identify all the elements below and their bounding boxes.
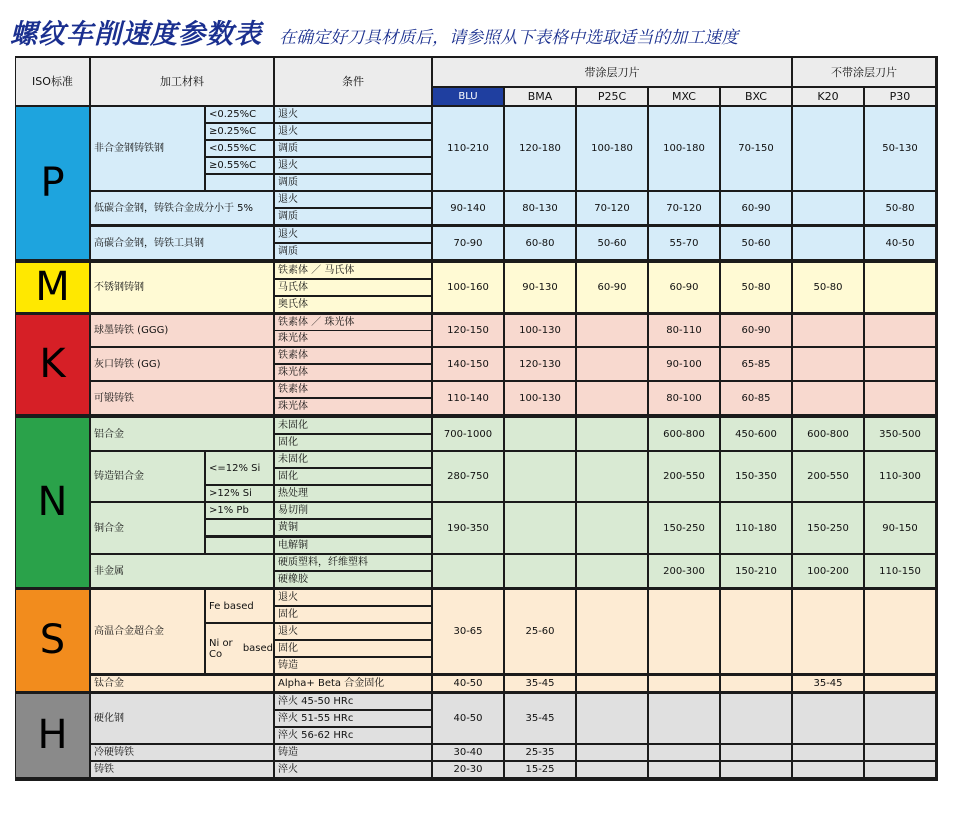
material-6: 可锻铸铁 <box>91 382 273 414</box>
condition-cell: 固化 <box>275 435 431 450</box>
condition-cell: 退火 <box>275 590 431 605</box>
material-9: 铜合金 <box>91 503 204 553</box>
speed-cell <box>865 348 935 380</box>
condition-cell: 固化 <box>275 641 431 656</box>
speed-cell <box>793 315 863 346</box>
speed-cell: 100-130 <box>505 382 575 414</box>
speed-cell: 40-50 <box>865 227 935 259</box>
header-grade-p30: P30 <box>865 88 935 105</box>
speed-cell: 25-35 <box>505 745 575 760</box>
speed-cell: 35-45 <box>505 676 575 691</box>
speed-cell: 70-150 <box>721 107 791 190</box>
material-12: 钛合金 <box>91 676 273 691</box>
speed-cell: 200-550 <box>649 452 719 501</box>
material-2: 高碳合金钢，铸铁 工具钢 <box>91 227 273 259</box>
speed-cell: 50-80 <box>793 263 863 312</box>
speed-cell: 60-90 <box>649 263 719 312</box>
header-material: 加工材料 <box>91 58 273 105</box>
speed-cell <box>577 590 647 673</box>
header-condition: 条件 <box>275 58 431 105</box>
condition-cell: 铁素体 ／ 珠光体 <box>275 315 431 330</box>
speed-cell: 60-90 <box>721 315 791 346</box>
speed-cell <box>649 694 719 743</box>
speed-cell <box>577 418 647 450</box>
speed-cell <box>865 263 935 312</box>
speed-cell: 80-100 <box>649 382 719 414</box>
material-13: 硬化钢 <box>91 694 273 743</box>
speed-cell: 120-130 <box>505 348 575 380</box>
speed-cell: 90-150 <box>865 503 935 553</box>
speed-cell: 140-150 <box>433 348 503 380</box>
speed-cell <box>721 676 791 691</box>
condition-cell: 调质 <box>275 209 431 224</box>
header-grade-k20: K20 <box>793 88 863 105</box>
material-5: 灰口铸铁 (GG) <box>91 348 273 380</box>
speed-cell: 110-180 <box>721 503 791 553</box>
speed-cell <box>721 694 791 743</box>
speed-cell <box>577 676 647 691</box>
speed-cell: 350-500 <box>865 418 935 450</box>
condition-cell: 固化 <box>275 469 431 484</box>
speed-cell: 35-45 <box>793 676 863 691</box>
header-coated: 带涂层刀片 <box>433 58 791 86</box>
condition-cell: 未固化 <box>275 452 431 467</box>
speed-cell: 35-45 <box>505 694 575 743</box>
speed-cell <box>793 382 863 414</box>
speed-cell <box>577 745 647 760</box>
speed-cell: 190-350 <box>433 503 503 553</box>
condition-cell: 固化 <box>275 607 431 622</box>
sub-material: ≥0.25%C <box>206 124 273 139</box>
speed-cell: 100-130 <box>505 315 575 346</box>
condition-cell: 淬火 51-55 HRc <box>275 711 431 726</box>
speed-cell <box>793 348 863 380</box>
header-grade-p25c: P25C <box>577 88 647 105</box>
speed-cell <box>793 107 863 190</box>
speed-cell: 80-130 <box>505 192 575 224</box>
condition-cell: 淬火 56-62 HRc <box>275 728 431 743</box>
condition-cell: 调质 <box>275 175 431 190</box>
speed-cell: 20-30 <box>433 762 503 777</box>
iso-group-m: M <box>16 263 89 312</box>
speed-cell <box>793 745 863 760</box>
title-subtitle: 在确定好刀具材质后，请参照从下表格中选取适当的加工速度 <box>279 28 739 48</box>
title-main: 螺纹车削速度参数表 <box>10 19 262 50</box>
speed-cell <box>649 590 719 673</box>
speed-cell: 100-200 <box>793 555 863 587</box>
speed-cell <box>505 503 575 553</box>
sub-material: >1% Pb <box>206 503 273 518</box>
speed-cell: 450-600 <box>721 418 791 450</box>
sub-material: Fe based <box>206 590 273 622</box>
material-7: 铝合金 <box>91 418 273 450</box>
speed-cell: 100-180 <box>649 107 719 190</box>
condition-cell: 珠光体 <box>275 331 431 346</box>
sub-material: >12% Si <box>206 486 273 501</box>
speed-cell: 50-60 <box>577 227 647 259</box>
speed-cell <box>865 676 935 691</box>
condition-cell: 铁素体 <box>275 348 431 363</box>
condition-cell: 淬火 <box>275 762 431 777</box>
material-4: 球墨铸铁 (GGG) <box>91 315 273 346</box>
iso-group-s: S <box>16 590 89 691</box>
sub-material: ≥0.55%C <box>206 158 273 173</box>
material-15: 铸铁 <box>91 762 273 777</box>
speed-cell: 50-80 <box>721 263 791 312</box>
condition-cell: 热处理 <box>275 486 431 501</box>
speed-cell <box>865 694 935 743</box>
sub-material <box>206 538 273 553</box>
header-iso: ISO 标准 <box>16 58 89 105</box>
speed-cell: 120-150 <box>433 315 503 346</box>
sub-material: <0.25%C <box>206 107 273 122</box>
sub-material <box>206 520 273 535</box>
speed-cell: 50-80 <box>865 192 935 224</box>
material-10: 非金属 <box>91 555 273 587</box>
speed-cell <box>649 762 719 777</box>
speed-cell <box>793 694 863 743</box>
condition-cell: 退火 <box>275 227 431 242</box>
speed-cell: 90-100 <box>649 348 719 380</box>
speed-cell: 200-300 <box>649 555 719 587</box>
page-title <box>10 12 738 48</box>
material-3: 不锈钢 铸钢 <box>91 263 273 312</box>
condition-cell: 未固化 <box>275 418 431 433</box>
speed-cell <box>793 227 863 259</box>
material-14: 冷硬铸铁 <box>91 745 273 760</box>
sub-material <box>206 175 273 190</box>
condition-cell: 珠光体 <box>275 399 431 414</box>
speed-cell: 15-25 <box>505 762 575 777</box>
material-1: 低碳合金钢，铸铁 合金成分小于 5% <box>91 192 273 224</box>
speed-cell: 100-160 <box>433 263 503 312</box>
condition-cell: 易切削 <box>275 503 431 518</box>
sub-material: Ni or Co based <box>206 624 273 673</box>
condition-cell: 黄铜 <box>275 520 431 535</box>
speed-cell: 50-60 <box>721 227 791 259</box>
header-uncoated: 不带涂层刀片 <box>793 58 935 86</box>
condition-cell: 铁素体 ／ 马氏体 <box>275 263 431 278</box>
speed-cell <box>865 762 935 777</box>
speed-cell: 110-140 <box>433 382 503 414</box>
iso-group-p: P <box>16 107 89 259</box>
speed-cell: 150-350 <box>721 452 791 501</box>
condition-cell: 电解铜 <box>275 538 431 553</box>
speed-cell: 600-800 <box>649 418 719 450</box>
speed-cell: 150-250 <box>649 503 719 553</box>
speed-cell: 110-150 <box>865 555 935 587</box>
speed-cell: 55-70 <box>649 227 719 259</box>
speed-cell <box>577 382 647 414</box>
material-0: 非合金钢 铸铁 钢 <box>91 107 204 190</box>
header-grade-blu: BLU <box>433 88 503 105</box>
speed-cell: 65-85 <box>721 348 791 380</box>
speed-cell <box>577 348 647 380</box>
speed-cell: 70-120 <box>649 192 719 224</box>
speed-cell: 90-130 <box>505 263 575 312</box>
speed-cell: 60-90 <box>577 263 647 312</box>
speed-cell <box>577 762 647 777</box>
speed-cell: 30-65 <box>433 590 503 673</box>
speed-cell <box>865 315 935 346</box>
speed-cell <box>865 382 935 414</box>
condition-cell: 硬质塑料，纤维塑料 <box>275 555 431 570</box>
speed-table <box>15 56 938 781</box>
sub-material: <0.55%C <box>206 141 273 156</box>
speed-cell: 110-300 <box>865 452 935 501</box>
condition-cell: 退火 <box>275 624 431 639</box>
condition-cell: 马氏体 <box>275 280 431 295</box>
speed-cell: 110-210 <box>433 107 503 190</box>
condition-cell: 退火 <box>275 158 431 173</box>
speed-cell <box>793 762 863 777</box>
material-8: 铸造铝合金 <box>91 452 204 501</box>
condition-cell: Alpha+ Beta 合金固化 <box>275 676 431 691</box>
speed-cell: 90-140 <box>433 192 503 224</box>
speed-cell <box>577 315 647 346</box>
condition-cell: 调质 <box>275 244 431 259</box>
speed-cell <box>505 418 575 450</box>
speed-cell <box>721 590 791 673</box>
speed-cell <box>865 590 935 673</box>
speed-cell: 30-40 <box>433 745 503 760</box>
speed-cell: 80-110 <box>649 315 719 346</box>
speed-cell: 150-210 <box>721 555 791 587</box>
speed-cell: 700-1000 <box>433 418 503 450</box>
condition-cell: 淬火 45-50 HRc <box>275 694 431 709</box>
speed-cell <box>721 745 791 760</box>
speed-cell: 200-550 <box>793 452 863 501</box>
condition-cell: 铁素体 <box>275 382 431 397</box>
speed-cell <box>793 192 863 224</box>
condition-cell: 铸造 <box>275 658 431 673</box>
header-grade-bma: BMA <box>505 88 575 105</box>
speed-cell: 120-180 <box>505 107 575 190</box>
speed-cell <box>649 745 719 760</box>
material-11: 高温合金 超合金 <box>91 590 204 673</box>
speed-cell: 150-250 <box>793 503 863 553</box>
speed-cell: 40-50 <box>433 694 503 743</box>
speed-cell <box>793 590 863 673</box>
header-grade-bxc: BXC <box>721 88 791 105</box>
iso-group-h: H <box>16 694 89 777</box>
condition-cell: 铸造 <box>275 745 431 760</box>
condition-cell: 退火 <box>275 192 431 207</box>
header-grade-mxc: MXC <box>649 88 719 105</box>
speed-cell: 70-120 <box>577 192 647 224</box>
speed-cell: 60-80 <box>505 227 575 259</box>
speed-cell <box>649 676 719 691</box>
speed-cell: 25-60 <box>505 590 575 673</box>
speed-cell <box>577 503 647 553</box>
speed-cell <box>865 745 935 760</box>
condition-cell: 硬橡胶 <box>275 572 431 587</box>
speed-cell <box>577 694 647 743</box>
condition-cell: 珠光体 <box>275 365 431 380</box>
speed-cell: 100-180 <box>577 107 647 190</box>
speed-cell <box>505 555 575 587</box>
condition-cell: 调质 <box>275 141 431 156</box>
sub-material: <=12% Si <box>206 452 273 484</box>
speed-cell: 70-90 <box>433 227 503 259</box>
speed-cell <box>721 762 791 777</box>
speed-cell: 600-800 <box>793 418 863 450</box>
speed-cell: 40-50 <box>433 676 503 691</box>
condition-cell: 退火 <box>275 107 431 122</box>
iso-group-k: K <box>16 315 89 414</box>
speed-cell: 60-90 <box>721 192 791 224</box>
iso-group-n: N <box>16 418 89 587</box>
speed-cell: 50-130 <box>865 107 935 190</box>
speed-cell: 280-750 <box>433 452 503 501</box>
speed-cell: 60-85 <box>721 382 791 414</box>
condition-cell: 奥氏体 <box>275 297 431 312</box>
speed-cell <box>577 452 647 501</box>
speed-cell <box>433 555 503 587</box>
speed-cell <box>505 452 575 501</box>
speed-cell <box>577 555 647 587</box>
condition-cell: 退火 <box>275 124 431 139</box>
